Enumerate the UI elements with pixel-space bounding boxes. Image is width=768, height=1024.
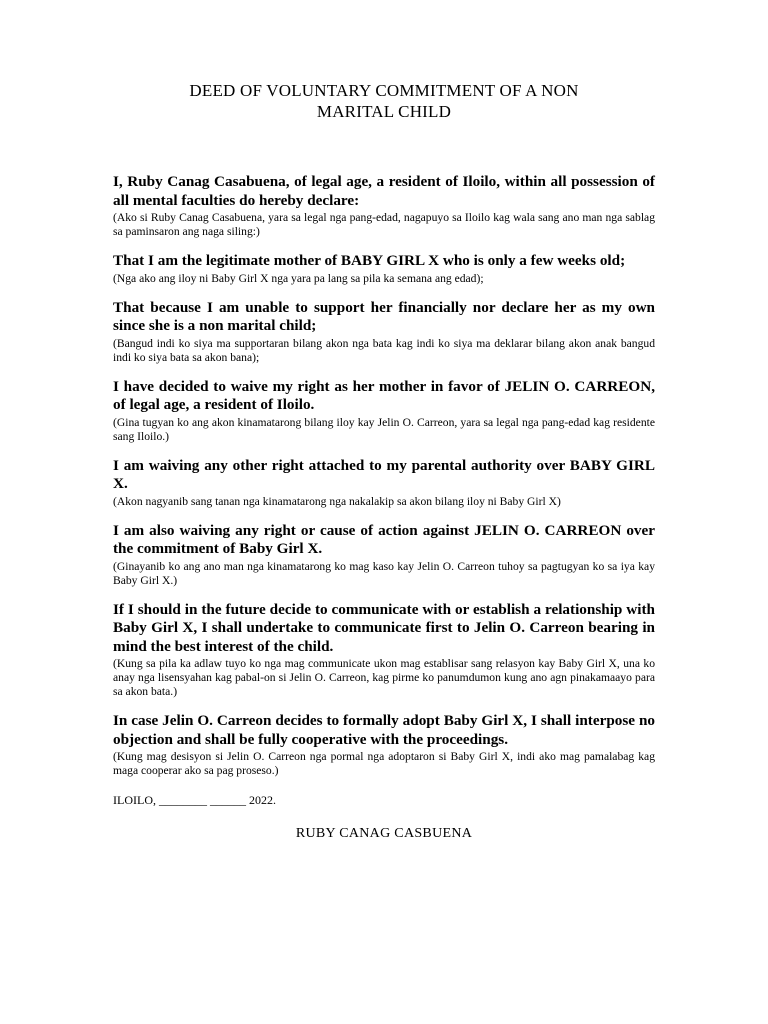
paragraph-translation: (Bangud indi ko siya ma supportaran bilang akon nga bata kag indi ko siya ma deklarar bilang akon anak bangud indi ko siya bata sa akon bana); — [113, 336, 655, 364]
document-title — [130, 80, 638, 122]
paragraph-translation: (Kung sa pila ka adlaw tuyo ko nga mag communicate ukon mag establisar sang relasyon kay Baby Girl X, una ko anay nga lisensyahan kag pabal-on si Jelin O. Carreon, kag pirme ko panumdumon kung ano agn pinakamaayo para sa akon bata.) — [113, 657, 655, 698]
paragraph-translation: (Kung mag desisyon si Jelin O. Carreon nga pormal nga adoptaron si Baby Girl X, indi ako mag pamalabag kag maga cooperar ako sa pag proseso.) — [113, 750, 655, 777]
paragraph-translation: (Ginayanib ko ang ano man nga kinamatarong ko mag kaso kay Jelin O. Carreon tuhoy sa pagtugyan ko sa iya kay Baby Girl X.) — [113, 559, 655, 587]
paragraph-english: That I am the legitimate mother of BABY GIRL X who is only a few weeks old; — [113, 252, 626, 269]
paragraph-translation: (Gina tugyan ko ang akon kinamatarong bilang iloy kay Jelin O. Carreon, yara sa legal nga pang-edad kag residente sang Iloilo.) — [113, 415, 655, 443]
paragraph-future-contact — [113, 601, 655, 700]
paragraph-parental-authority — [113, 457, 655, 509]
paragraph-english: I am also waiving any right or cause of action against JELIN O. CARREON over the commitment of Baby Girl X. — [113, 521, 655, 557]
paragraph-english: In case Jelin O. Carreon decides to formally adopt Baby Girl X, I shall interpose no objection and shall be fully cooperative with the proceedings. — [113, 712, 655, 748]
signatory-name: RUBY CANAG CASBUENA — [295, 826, 473, 841]
paragraph-english: I am waiving any other right attached to my parental authority over BABY GIRL X. — [113, 456, 655, 492]
paragraph-english: I have decided to waive my right as her mother in favor of JELIN O. CARREON, of legal age, a resident of Iloilo. — [113, 377, 655, 413]
title-line-1: DEED OF VOLUNTARY COMMITMENT OF A NON — [189, 81, 579, 100]
paragraph-translation: (Ako si Ruby Canag Casabuena, yara sa legal nga pang-edad, nagapuyo sa Iloilo kag wala sang ano man nga sablag sa paminsaron ang naga siling:) — [113, 211, 655, 238]
paragraph-english: That because I am unable to support her financially nor declare her as my own since she is a non marital child; — [113, 298, 655, 334]
paragraph-mother — [113, 252, 655, 286]
paragraph-adoption — [113, 712, 655, 778]
paragraph-declaration — [113, 173, 655, 239]
paragraph-translation: (Akon nagyanib sang tanan nga kinamatarong nga nakalakip sa akon bilang iloy ni Baby Girl X) — [113, 494, 561, 508]
document-body — [113, 173, 655, 808]
paragraph-english: If I should in the future decide to communicate with or establish a relationship with Baby Girl X, I shall undertake to communicate first to Jelin O. Carreon bearing in mind the best interest of the child. — [113, 600, 655, 655]
place-date-line: ILOILO, ________ ______ 2022. — [113, 793, 276, 807]
paragraph-support — [113, 299, 655, 365]
paragraph-english: I, Ruby Canag Casabuena, of legal age, a resident of Iloilo, within all possession of all mental faculties do hereby declare: — [113, 173, 655, 209]
paragraph-waive-right — [113, 378, 655, 444]
paragraph-cause-of-action — [113, 522, 655, 588]
paragraph-translation: (Nga ako ang iloy ni Baby Girl X nga yara pa lang sa pila ka semana ang edad); — [113, 271, 484, 285]
title-line-2: MARITAL CHILD — [316, 102, 452, 121]
